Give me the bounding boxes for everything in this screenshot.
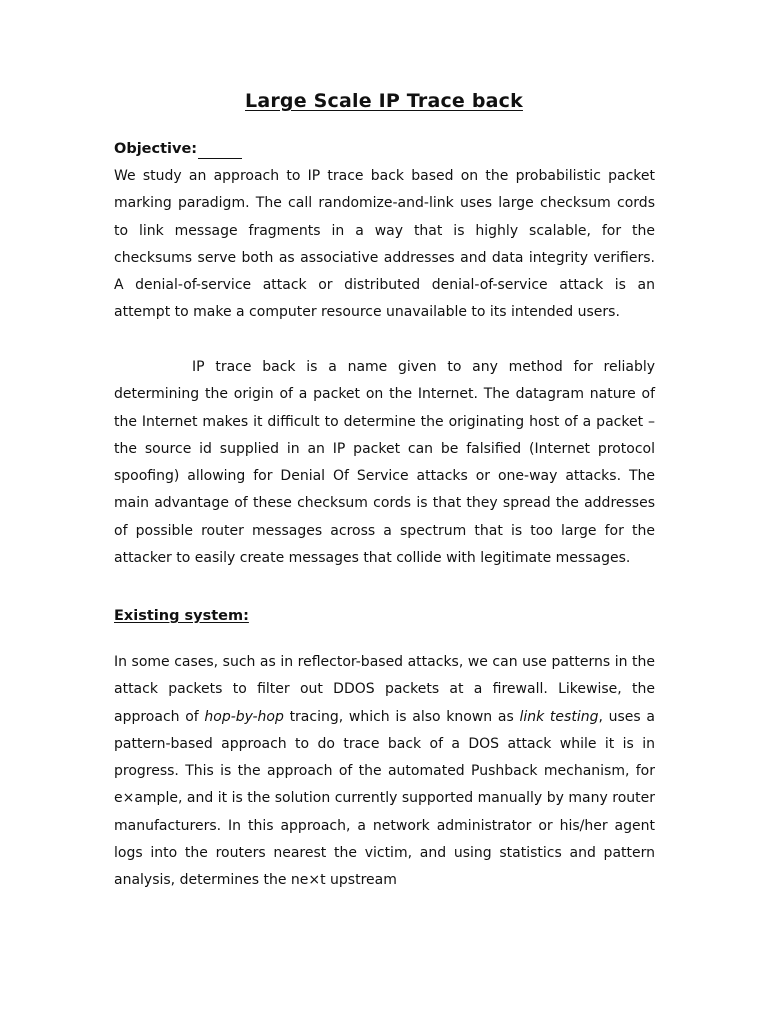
- document-title: Large Scale IP Trace back: [245, 90, 523, 112]
- existing-system-text-part-3: , uses a pattern-based approach to do trace back of a DOS attack while it is in progress. This is the approach of the automated Pushback mechanism, for e×ample, and it is the solution currently supported manually by many router manufacturers. In this approach, a network administrator or his/her agent logs into the routers nearest the victim, and using statistics and pattern analysis, determines the ne×t upstream: [114, 708, 655, 889]
- existing-system-text-part-1: In some cases, such as in reflector-based attacks, we can use patterns in the attack packets to filter out DDOS packets at a firewall. Likewise, the approach of: [114, 654, 655, 725]
- existing-system-paragraph: [114, 649, 655, 895]
- objective-heading-underline: [198, 144, 242, 159]
- objective-paragraph-2: IP trace back is a name given to any method for reliably determining the origin of a packet on the Internet. The datagram nature of the Internet makes it difficult to determine the originating host of a packet – the source id supplied in an IP packet can be falsified (Internet protocol spoofing) allowing for Denial Of Service attacks or one-way attacks. The main advantage of these checksum cords is that they spread the addresses of possible router messages across a spectrum that is too large for the attacker to easily create messages that collide with legitimate messages.: [114, 359, 655, 567]
- link-testing-emphasis: link testing: [519, 708, 599, 725]
- existing-system-heading: Existing system:: [114, 608, 249, 624]
- existing-system-text-part-2: tracing, which is also known as: [283, 708, 520, 725]
- hop-by-hop-emphasis: hop-by-hop: [204, 708, 284, 725]
- objective-heading-text: Objective:: [114, 141, 198, 157]
- objective-heading: [114, 139, 242, 159]
- objective-paragraph-1: We study an approach to IP trace back based on the probabilistic packet marking paradigm. The call randomize-and-link uses large checksum cords to link message fragments in a way that is highly scalable, for the checksums serve both as associative addresses and data integrity verifiers. A denial-of-service attack or distributed denial-of-service attack is an attempt to make a computer resource unavailable to its intended users.: [114, 168, 655, 321]
